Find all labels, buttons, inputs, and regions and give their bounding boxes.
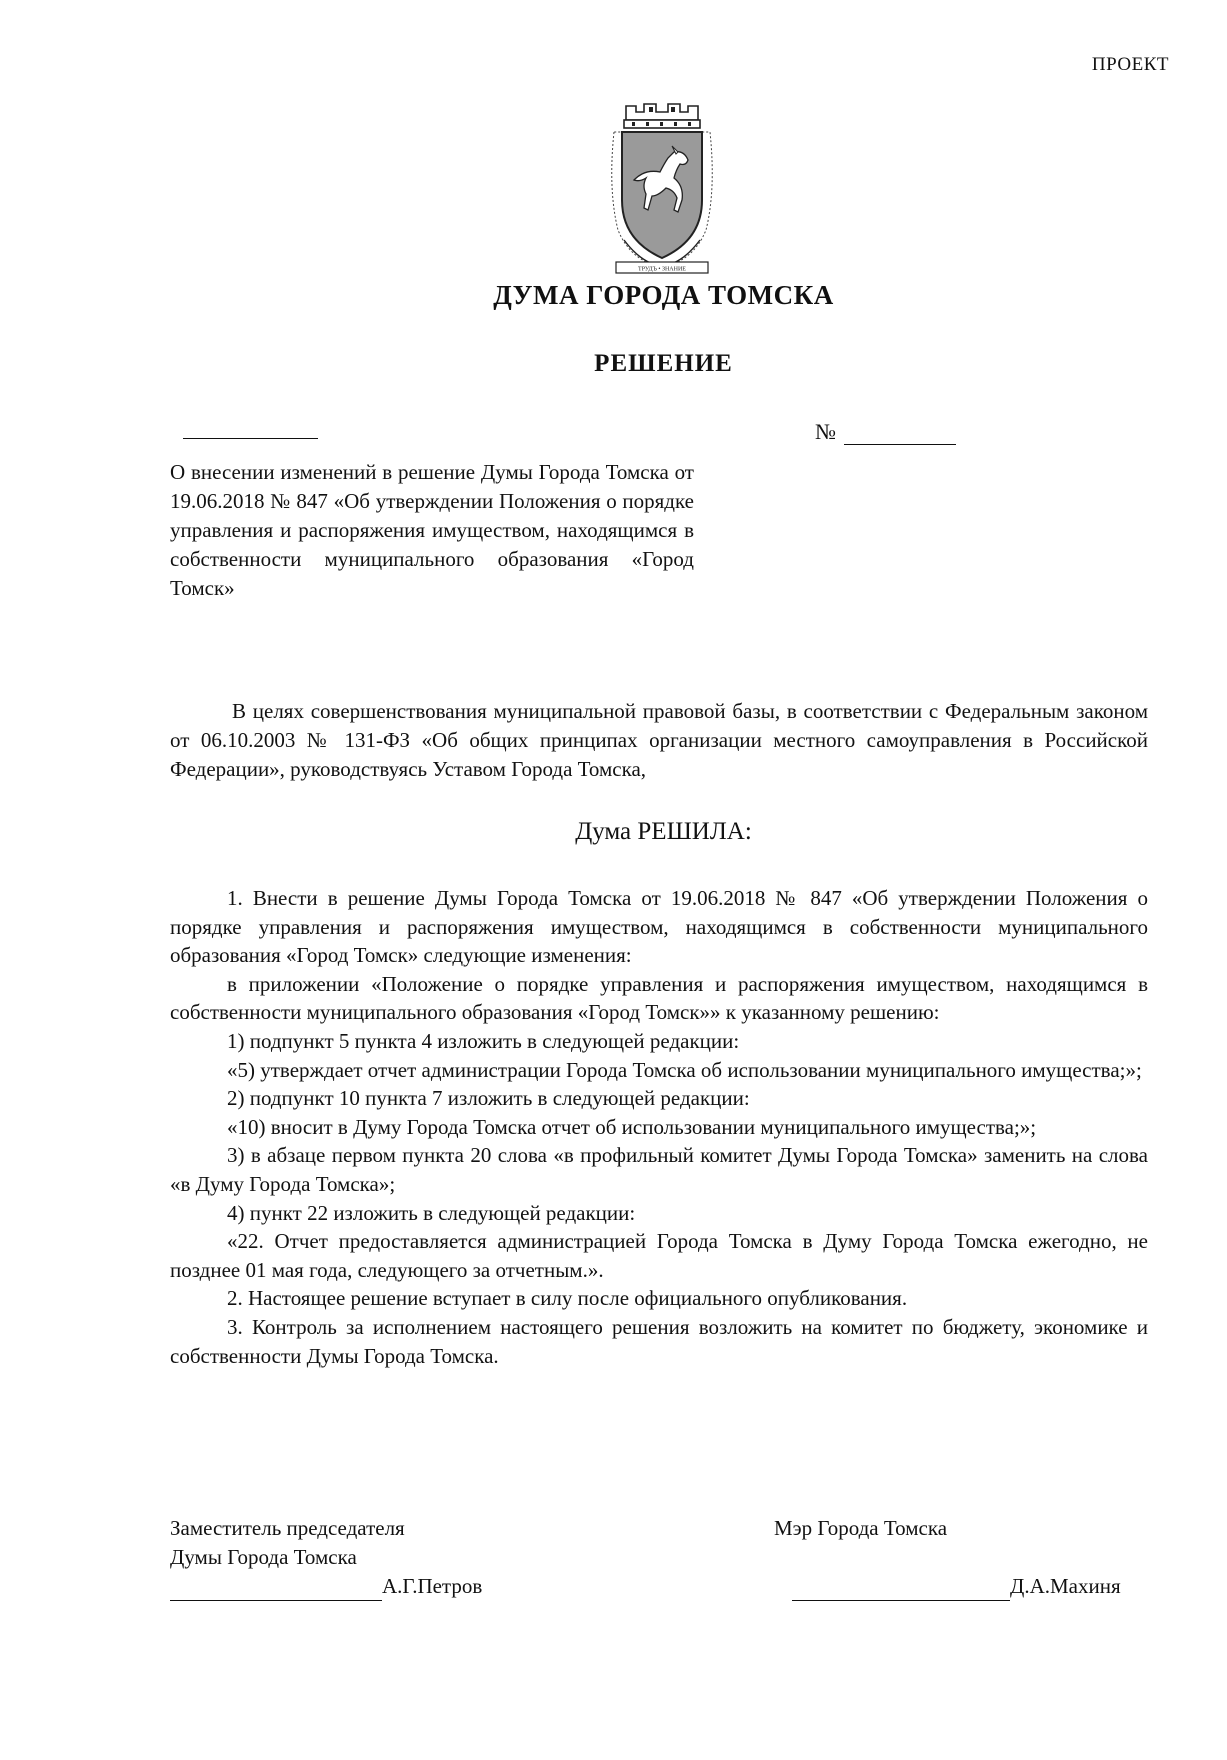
number-blank-line	[844, 422, 956, 445]
body-paragraph: 2. Настоящее решение вступает в силу после официального опубликования.	[227, 1286, 908, 1311]
body-paragraph: 4) пункт 22 изложить в следующей редакции:	[227, 1200, 636, 1225]
number-label: №	[815, 419, 836, 444]
body-paragraph: 1. Внести в решение Думы Города Томска от 19.06.2018 № 847 «Об утверждении Положения о порядке управления и распоряжения имуществом, находящимся в собственности муниципального образования «Город Томск» следующие изменения:	[170, 886, 1148, 968]
signatory-title: Мэр Города Томска	[774, 1516, 948, 1540]
draft-mark: ПРОЕКТ	[1091, 54, 1169, 75]
signature-line	[792, 1576, 1010, 1601]
signatory-title: Думы Города Томска	[170, 1545, 357, 1569]
organization-title: ДУМА ГОРОДА ТОМСКА	[493, 280, 834, 310]
body-paragraph: 3. Контроль за исполнением настоящего решения возложить на комитет по бюджету, экономике и собственности Думы Города Томска.	[170, 1314, 1148, 1368]
body-paragraph: «10) вносит в Думу Города Томска отчет об использовании муниципального имущества;»;	[227, 1114, 1037, 1139]
document-type: РЕШЕНИЕ	[594, 350, 733, 377]
body-paragraph: 2) подпункт 10 пункта 7 изложить в следующей редакции:	[227, 1086, 750, 1111]
signature-block-deputy-chair	[170, 1514, 482, 1601]
emblem-ribbon-text: ТРУДЪ • ЗНАНИЕ	[638, 266, 686, 273]
body-paragraph: «5) утверждает отчет администрации Города Томска об использовании муниципального имущества;»;	[227, 1057, 1142, 1082]
signature-block-mayor	[774, 1514, 1121, 1601]
body-paragraph: 3) в абзаце первом пункта 20 слова «в профильный комитет Думы Города Томска» заменить на слова «в Думу Города Томска»;	[170, 1143, 1148, 1196]
body-paragraph: «22. Отчет предоставляется администрацией Города Томска в Думу Города Томска ежегодно, не позднее 01 мая года, следующего за отчетным.».	[170, 1229, 1148, 1282]
document-subject: О внесении изменений в решение Думы Города Томска от 19.06.2018 № 847 «Об утверждении Положения о порядке управления и распоряжения имуществом, находящимся в собственности муниципального образования «Город Томск»	[170, 460, 694, 600]
tomsk-coat-of-arms-icon	[604, 100, 720, 278]
signatory-title: Заместитель председателя	[170, 1516, 405, 1540]
preamble-paragraph: В целях совершенствования муниципальной правовой базы, в соответствии с Федеральным законом от 06.10.2003 № 131-ФЗ «Об общих принципах организации местного самоуправления в Российской Федерации», руководствуясь Уставом Города Томска,	[170, 699, 1148, 781]
body-paragraph: в приложении «Положение о порядке управления и распоряжения имуществом, находящимся в собственности муниципального образования «Город Томск»» к указанному решению:	[170, 971, 1148, 1025]
resolution-body	[170, 884, 1148, 1370]
signature-line	[170, 1576, 382, 1601]
signatory-name: А.Г.Петров	[382, 1574, 483, 1598]
body-paragraph: 1) подпункт 5 пункта 4 изложить в следующей редакции:	[227, 1028, 740, 1053]
document-number	[815, 419, 956, 445]
signature-row	[170, 1572, 482, 1601]
resolve-heading: Дума РЕШИЛА:	[575, 818, 752, 845]
signature-row	[792, 1572, 1121, 1601]
signatory-name: Д.А.Махиня	[1010, 1574, 1121, 1598]
date-blank-line	[183, 418, 318, 439]
